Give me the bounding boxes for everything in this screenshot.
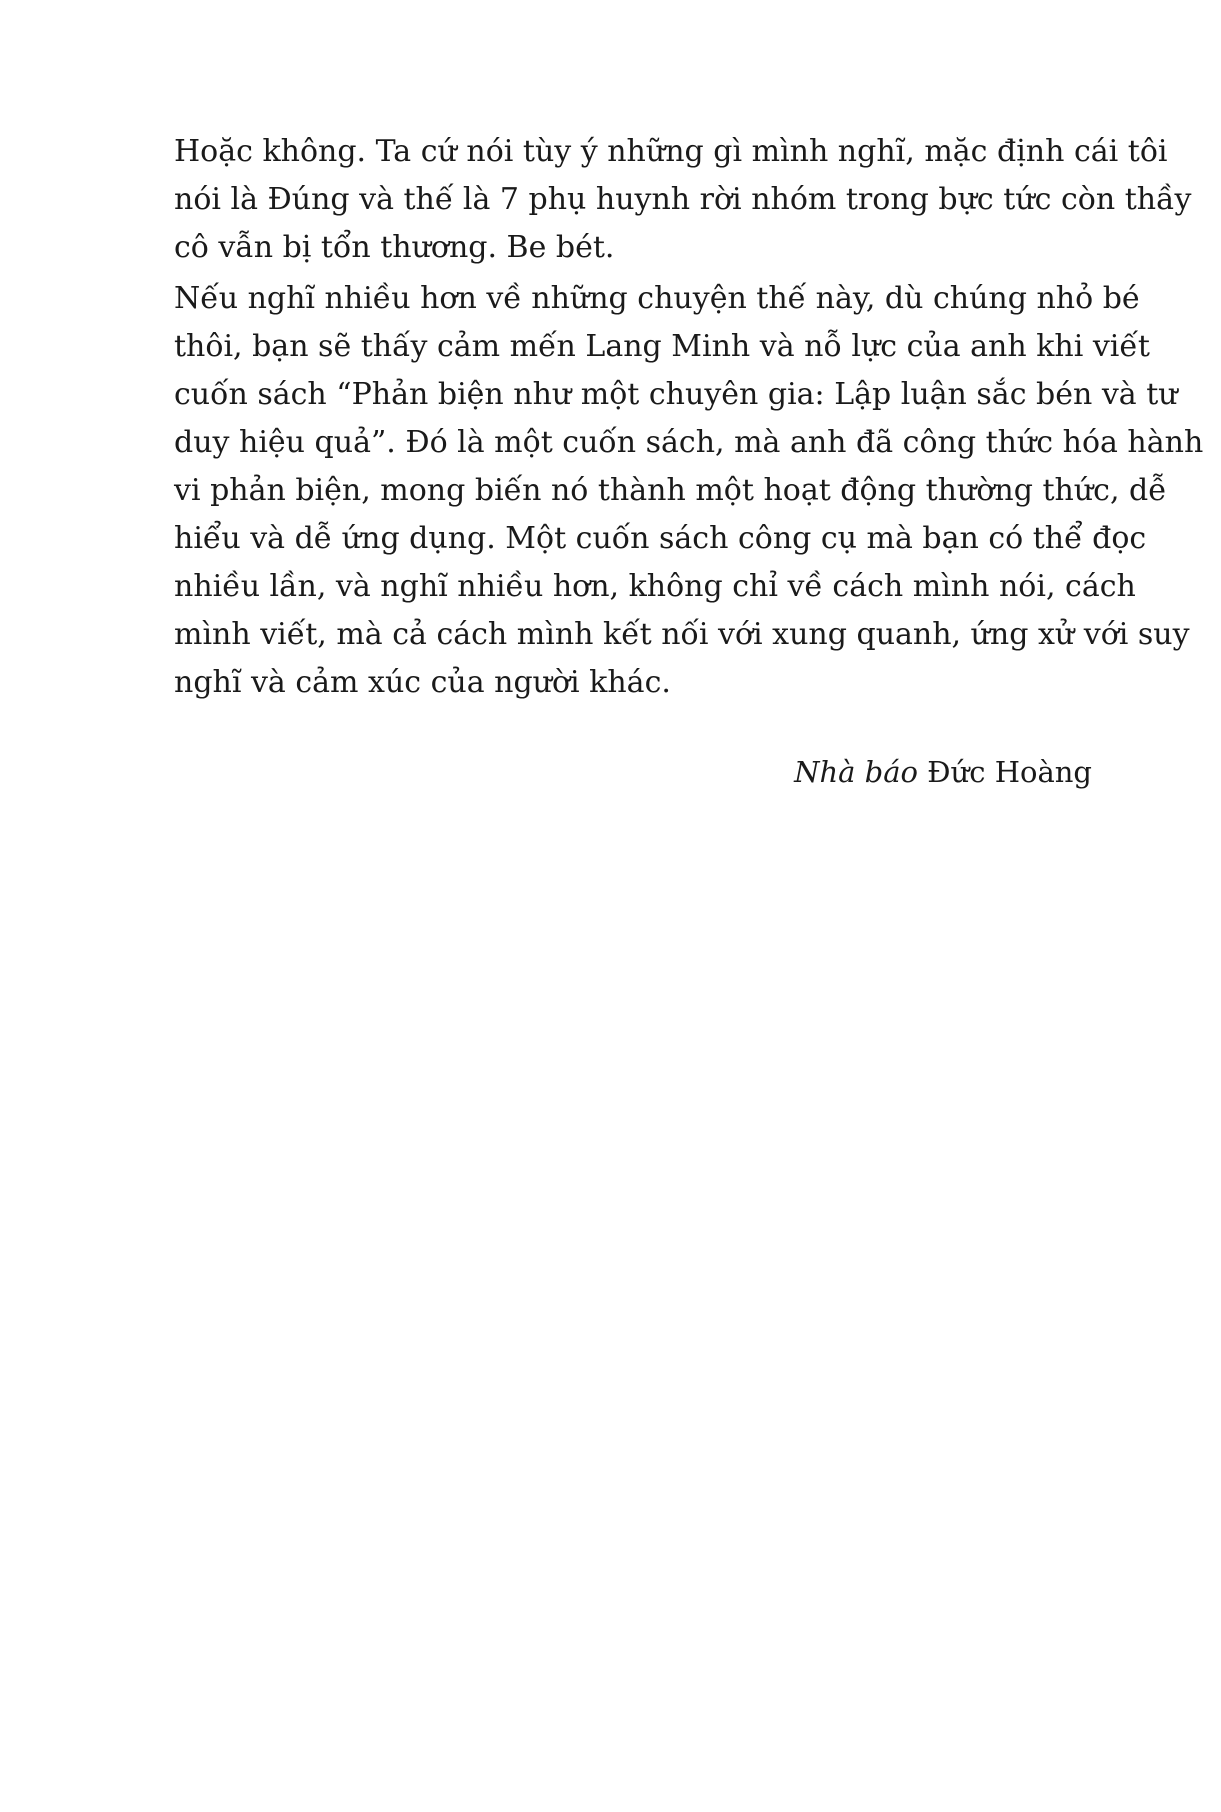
body-text <box>174 128 1204 710</box>
paragraph-1-line-1: Hoặc không. Ta cứ nói tùy ý những gì mình nghĩ, mặc định cái tôi <box>174 134 1168 169</box>
paragraph-2-line-5: vi phản biện, mong biến nó thành một hoạt động thường thức, dễ <box>174 473 1167 508</box>
paragraph-2 <box>174 275 1204 707</box>
author-title: Nhà báo <box>794 755 918 789</box>
paragraph-1-line-2: nói là Đúng và thế là 7 phụ huynh rời nhóm trong bực tức còn thầy <box>174 182 1192 217</box>
paragraph-2-line-9: nghĩ và cảm xúc của người khác. <box>174 665 671 700</box>
paragraph-2-line-1: Nếu nghĩ nhiều hơn về những chuyện thế này, dù chúng nhỏ bé <box>174 281 1140 316</box>
paragraph-2-line-4: duy hiệu quả”. Đó là một cuốn sách, mà anh đã công thức hóa hành <box>174 425 1204 460</box>
paragraph-1 <box>174 128 1192 272</box>
paragraph-2-line-2: thôi, bạn sẽ thấy cảm mến Lang Minh và nỗ lực của anh khi viết <box>174 329 1150 364</box>
author-signature <box>794 752 1092 792</box>
paragraph-2-line-7: nhiều lần, và nghĩ nhiều hơn, không chỉ về cách mình nói, cách <box>174 569 1136 604</box>
paragraph-2-line-8: mình viết, mà cả cách mình kết nối với xung quanh, ứng xử với suy <box>174 617 1190 652</box>
author-name: Đức Hoàng <box>927 755 1092 789</box>
paragraph-1-line-3: cô vẫn bị tổn thương. Be bét. <box>174 230 615 265</box>
paragraph-2-line-3: cuốn sách “Phản biện như một chuyên gia: Lập luận sắc bén và tư <box>174 377 1178 412</box>
paragraph-2-line-6: hiểu và dễ ứng dụng. Một cuốn sách công cụ mà bạn có thể đọc <box>174 521 1147 556</box>
